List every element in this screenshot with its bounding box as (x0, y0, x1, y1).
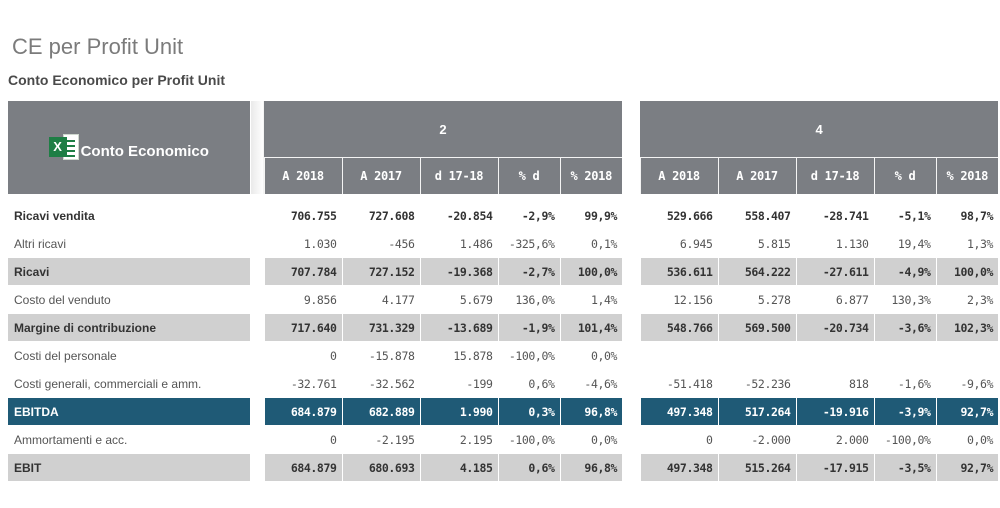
table-row[interactable] (8, 230, 998, 258)
table-cell: 2,3% (936, 286, 998, 314)
pivot-table (8, 101, 998, 476)
table-cell: 1.990 (420, 398, 498, 426)
table-cell: 5.278 (718, 286, 796, 314)
table-cell: 136,0% (498, 286, 560, 314)
row-label[interactable]: Ricavi (8, 258, 250, 286)
table-cell: 98,7% (936, 198, 998, 230)
column-separator (250, 198, 264, 230)
group-header-2[interactable]: 2 (264, 101, 622, 158)
table-cell: 5.815 (718, 230, 796, 258)
table-cell: -19.368 (420, 258, 498, 286)
table-cell: -17.915 (796, 454, 874, 482)
table-row[interactable] (8, 198, 998, 230)
table-cell: 130,3% (874, 286, 936, 314)
table-row[interactable] (8, 454, 998, 482)
table-cell: 727.152 (342, 258, 420, 286)
column-header[interactable]: A 2018 (640, 158, 718, 199)
row-label[interactable]: Costi generali, commerciali e amm. (8, 370, 250, 398)
table-cell (796, 342, 874, 370)
table-cell: -100,0% (874, 426, 936, 454)
table-cell: -100,0% (498, 342, 560, 370)
table-cell: -9,6% (936, 370, 998, 398)
table-cell: 706.755 (264, 198, 342, 230)
table-cell: 536.611 (640, 258, 718, 286)
table-cell: 1.030 (264, 230, 342, 258)
table-cell: 0,3% (498, 398, 560, 426)
table-cell: 680.693 (342, 454, 420, 482)
table-cell: -32.562 (342, 370, 420, 398)
table-cell: 684.879 (264, 398, 342, 426)
column-header[interactable]: A 2017 (342, 158, 420, 199)
table-cell: 497.348 (640, 454, 718, 482)
group-gap (622, 398, 640, 426)
table-cell: 818 (796, 370, 874, 398)
group-gap (622, 101, 640, 198)
table-row[interactable] (8, 370, 998, 398)
table-cell: -2,9% (498, 198, 560, 230)
table-body (8, 198, 998, 482)
table-cell: 100,0% (560, 258, 622, 286)
column-header[interactable]: A 2018 (264, 158, 342, 199)
group-header-4[interactable]: 4 (640, 101, 998, 158)
table-cell: -199 (420, 370, 498, 398)
column-header[interactable]: d 17-18 (420, 158, 498, 199)
table-cell: 717.640 (264, 314, 342, 342)
table-cell: 1.130 (796, 230, 874, 258)
column-separator (250, 398, 264, 426)
table-cell: 6.945 (640, 230, 718, 258)
table-cell: -100,0% (498, 426, 560, 454)
column-header[interactable]: % d (874, 158, 936, 199)
column-separator (250, 258, 264, 286)
table-cell: -20.854 (420, 198, 498, 230)
table-cell: 558.407 (718, 198, 796, 230)
table-cell: 515.264 (718, 454, 796, 482)
column-separator (250, 230, 264, 258)
table-cell: 1,3% (936, 230, 998, 258)
column-separator (250, 342, 264, 370)
table-cell: 0 (640, 426, 718, 454)
table-cell: 101,4% (560, 314, 622, 342)
table-cell: 564.222 (718, 258, 796, 286)
table-cell: 100,0% (936, 258, 998, 286)
table-cell: 0 (264, 342, 342, 370)
group-gap (622, 258, 640, 286)
table-cell: 5.679 (420, 286, 498, 314)
table-cell: 1.486 (420, 230, 498, 258)
row-label[interactable]: Altri ricavi (8, 230, 250, 258)
table-cell: 529.666 (640, 198, 718, 230)
table-cell: -28.741 (796, 198, 874, 230)
table-row[interactable] (8, 314, 998, 342)
table-cell: -19.916 (796, 398, 874, 426)
table-cell: 0,6% (498, 454, 560, 482)
group-gap (622, 426, 640, 454)
table-cell: -5,1% (874, 198, 936, 230)
group-gap (622, 314, 640, 342)
column-separator (250, 370, 264, 398)
table-cell: 548.766 (640, 314, 718, 342)
table-row[interactable] (8, 426, 998, 454)
table-cell (874, 342, 936, 370)
table-corner-header (8, 101, 250, 198)
row-label[interactable]: Costi del personale (8, 342, 250, 370)
table-cell: 1,4% (560, 286, 622, 314)
column-header[interactable]: % 2018 (560, 158, 622, 199)
table-cell: -3,5% (874, 454, 936, 482)
row-label[interactable]: Margine di contribuzione (8, 314, 250, 342)
table-cell: 6.877 (796, 286, 874, 314)
table-cell: -4,9% (874, 258, 936, 286)
column-header[interactable]: % 2018 (936, 158, 998, 199)
table-cell: 92,7% (936, 398, 998, 426)
row-label[interactable]: Ricavi vendita (8, 198, 250, 230)
table-cell: -52.236 (718, 370, 796, 398)
table-cell (936, 342, 998, 370)
table-cell: -2,7% (498, 258, 560, 286)
table-row[interactable] (8, 286, 998, 314)
table-cell: -32.761 (264, 370, 342, 398)
table-cell: 517.264 (718, 398, 796, 426)
table-cell: 497.348 (640, 398, 718, 426)
table-cell: 727.608 (342, 198, 420, 230)
table-cell: -1,9% (498, 314, 560, 342)
table-cell: 99,9% (560, 198, 622, 230)
column-separator (250, 454, 264, 482)
table-cell: 9.856 (264, 286, 342, 314)
excel-icon[interactable]: X (49, 134, 79, 160)
group-gap (622, 286, 640, 314)
table-cell: 4.177 (342, 286, 420, 314)
sheet-title: CE per Profit Unit (12, 34, 184, 59)
table-cell: 4.185 (420, 454, 498, 482)
column-header[interactable]: % d (498, 158, 560, 199)
table-cell: 0,0% (560, 342, 622, 370)
group-gap (622, 230, 640, 258)
table-cell: -4,6% (560, 370, 622, 398)
table-cell: 96,8% (560, 398, 622, 426)
table-cell: 684.879 (264, 454, 342, 482)
table-cell: -2.000 (718, 426, 796, 454)
column-separator (250, 101, 264, 198)
table-cell: 731.329 (342, 314, 420, 342)
table-cell: -15.878 (342, 342, 420, 370)
table-cell: 0,0% (936, 426, 998, 454)
table-cell: -325,6% (498, 230, 560, 258)
table-cell: 15.878 (420, 342, 498, 370)
table-cell (640, 342, 718, 370)
table-cell: -3,6% (874, 314, 936, 342)
table-row[interactable] (8, 342, 998, 370)
column-separator (250, 314, 264, 342)
table-cell: 0,6% (498, 370, 560, 398)
table-cell: -1,6% (874, 370, 936, 398)
table-cell: 0 (264, 426, 342, 454)
object-title: Conto Economico per Profit Unit (8, 72, 225, 88)
table-cell: 12.156 (640, 286, 718, 314)
table-cell: -456 (342, 230, 420, 258)
table-cell: 682.889 (342, 398, 420, 426)
table-cell: -27.611 (796, 258, 874, 286)
table-cell: 707.784 (264, 258, 342, 286)
column-header[interactable]: A 2017 (718, 158, 796, 199)
table-cell: 0,0% (560, 426, 622, 454)
table-cell: 0,1% (560, 230, 622, 258)
table-row[interactable] (8, 398, 998, 426)
column-separator (250, 286, 264, 314)
table-cell: 96,8% (560, 454, 622, 482)
corner-label: Conto Economico (80, 143, 209, 160)
table-cell: -20.734 (796, 314, 874, 342)
table-cell: 569.500 (718, 314, 796, 342)
row-label[interactable]: EBIT (8, 454, 250, 482)
table-row[interactable] (8, 258, 998, 286)
group-gap (622, 342, 640, 370)
table-cell: 19,4% (874, 230, 936, 258)
table-cell: -13.689 (420, 314, 498, 342)
table-cell: 2.000 (796, 426, 874, 454)
group-gap (622, 370, 640, 398)
table-cell (718, 342, 796, 370)
row-label[interactable]: Costo del venduto (8, 286, 250, 314)
group-gap (622, 454, 640, 482)
column-header[interactable]: d 17-18 (796, 158, 874, 199)
table-cell: 92,7% (936, 454, 998, 482)
table-cell: 102,3% (936, 314, 998, 342)
table-cell: 2.195 (420, 426, 498, 454)
group-gap (622, 198, 640, 230)
table-cell: -2.195 (342, 426, 420, 454)
row-label[interactable]: EBITDA (8, 398, 250, 426)
row-label[interactable]: Ammortamenti e acc. (8, 426, 250, 454)
table-cell: -51.418 (640, 370, 718, 398)
table-cell: -3,9% (874, 398, 936, 426)
column-separator (250, 426, 264, 454)
